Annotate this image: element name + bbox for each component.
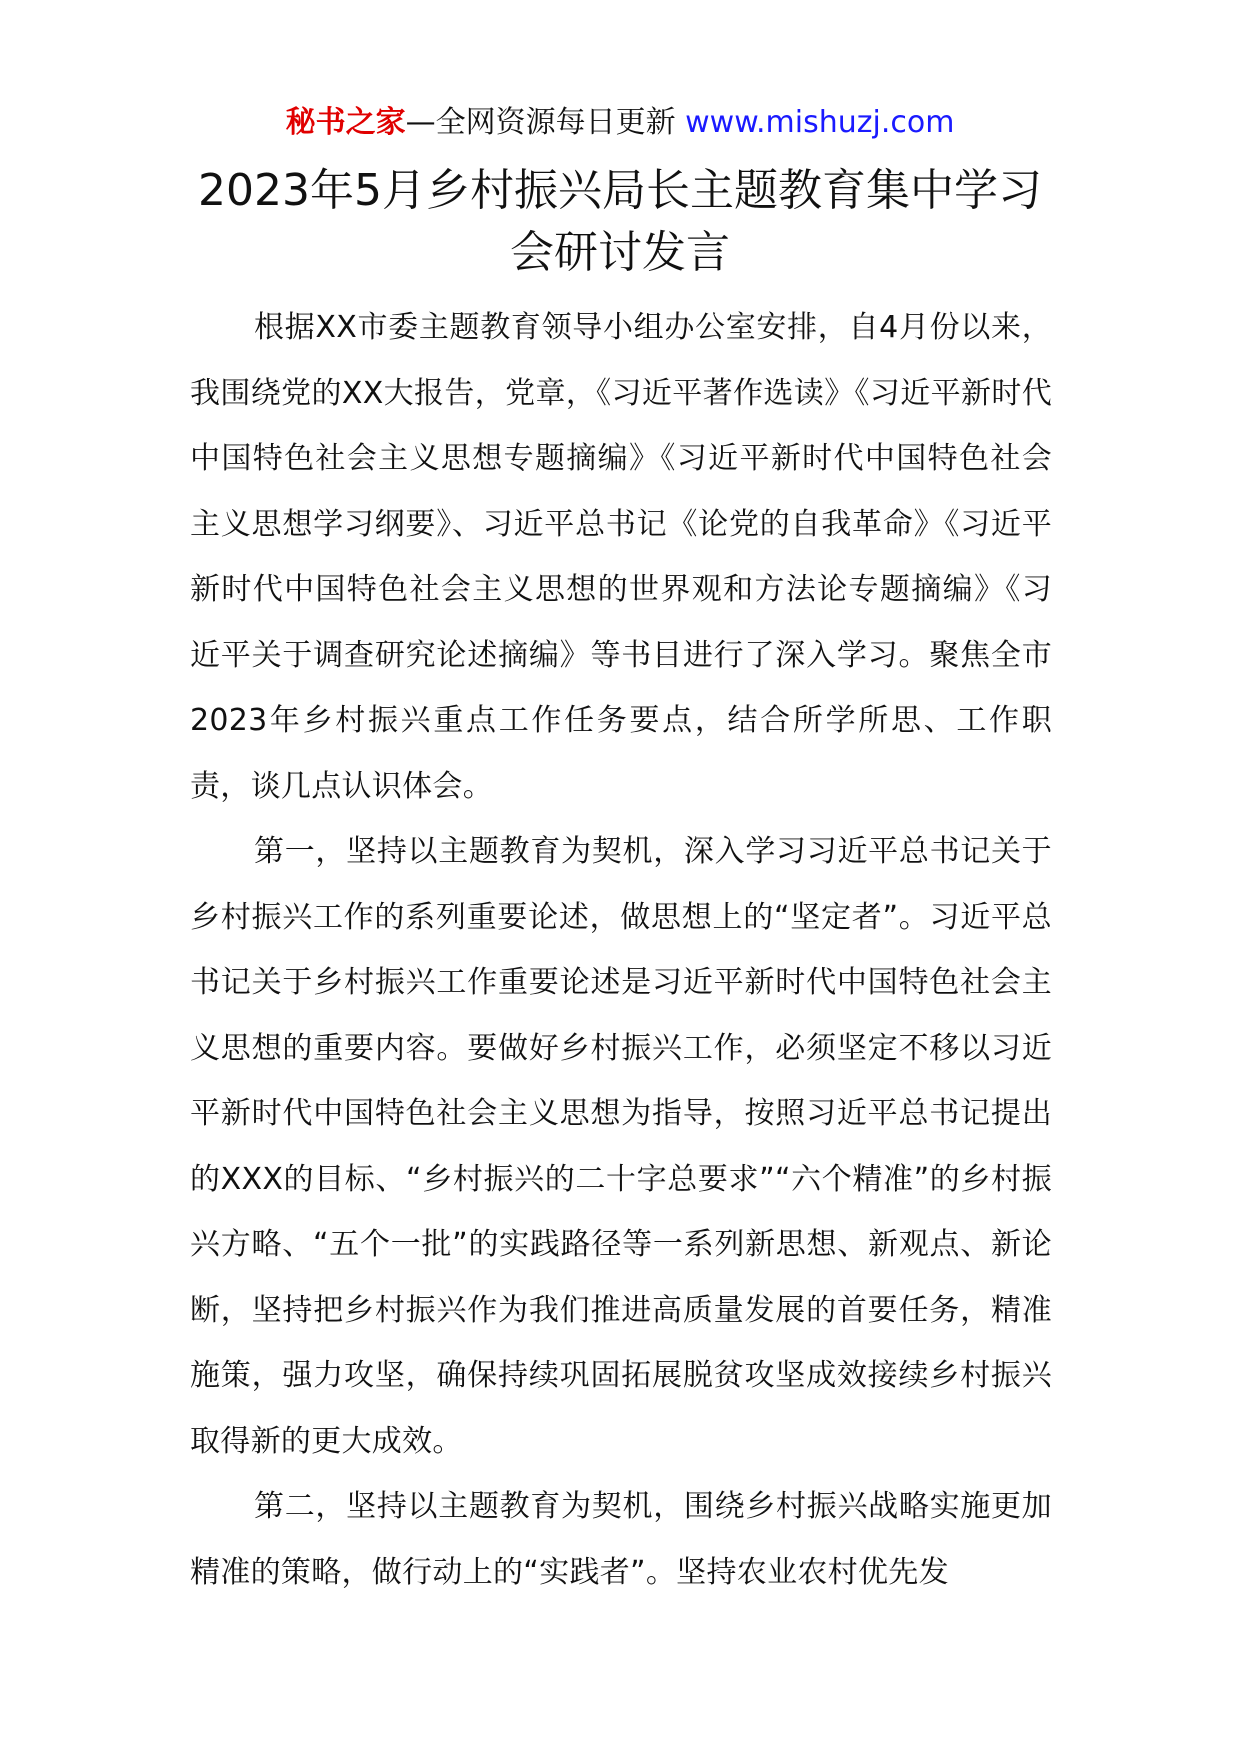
site-url-link[interactable]: www.mishuzj.com xyxy=(685,105,955,140)
document-body xyxy=(190,295,1052,1605)
paragraph-intro: 根据XX市委主题教育领导小组办公室安排，自4月份以来，我围绕党的XX大报告，党章，《习近平著作选读》《习近平新时代中国特色社会主义思想专题摘编》《习近平新时代中国特色社会主义思想学习纲要》、习近平总书记《论党的自我革命》《习近平新时代中国特色社会主义思想的世界观和方法论专题摘编》《习近平关于调查研究论述摘编》等书目进行了深入学习。聚焦全市2023年乡村振兴重点工作任务要点，结合所学所思、工作职责，谈几点认识体会。 xyxy=(190,310,1052,804)
paragraph-second-point: 第二，坚持以主题教育为契机，围绕乡村振兴战略实施更加精准的策略，做行动上的“实践者”。坚持农业农村优先发 xyxy=(190,1489,1052,1590)
header-tagline: —全网资源每日更新 xyxy=(405,105,686,140)
document-title: 2023年5月乡村振兴局长主题教育集中学习会研讨发言 xyxy=(198,165,1042,278)
brand-name: 秘书之家 xyxy=(285,105,406,140)
site-header xyxy=(0,100,1240,146)
paragraph-first-point: 第一，坚持以主题教育为契机，深入学习习近平总书记关于乡村振兴工作的系列重要论述，做思想上的“坚定者”。习近平总书记关于乡村振兴工作重要论述是习近平新时代中国特色社会主义思想的重要内容。要做好乡村振兴工作，必须坚定不移以习近平新时代中国特色社会主义思想为指导，按照习近平总书记提出的XXX的目标、“乡村振兴的二十字总要求”“六个精准”的乡村振兴方略、“五个一批”的实践路径等一系列新思想、新观点、新论断，坚持把乡村振兴作为我们推进高质量发展的首要任务，精准施策，强力攻坚，确保持续巩固拓展脱贫攻坚成效接续乡村振兴取得新的更大成效。 xyxy=(190,834,1052,1459)
